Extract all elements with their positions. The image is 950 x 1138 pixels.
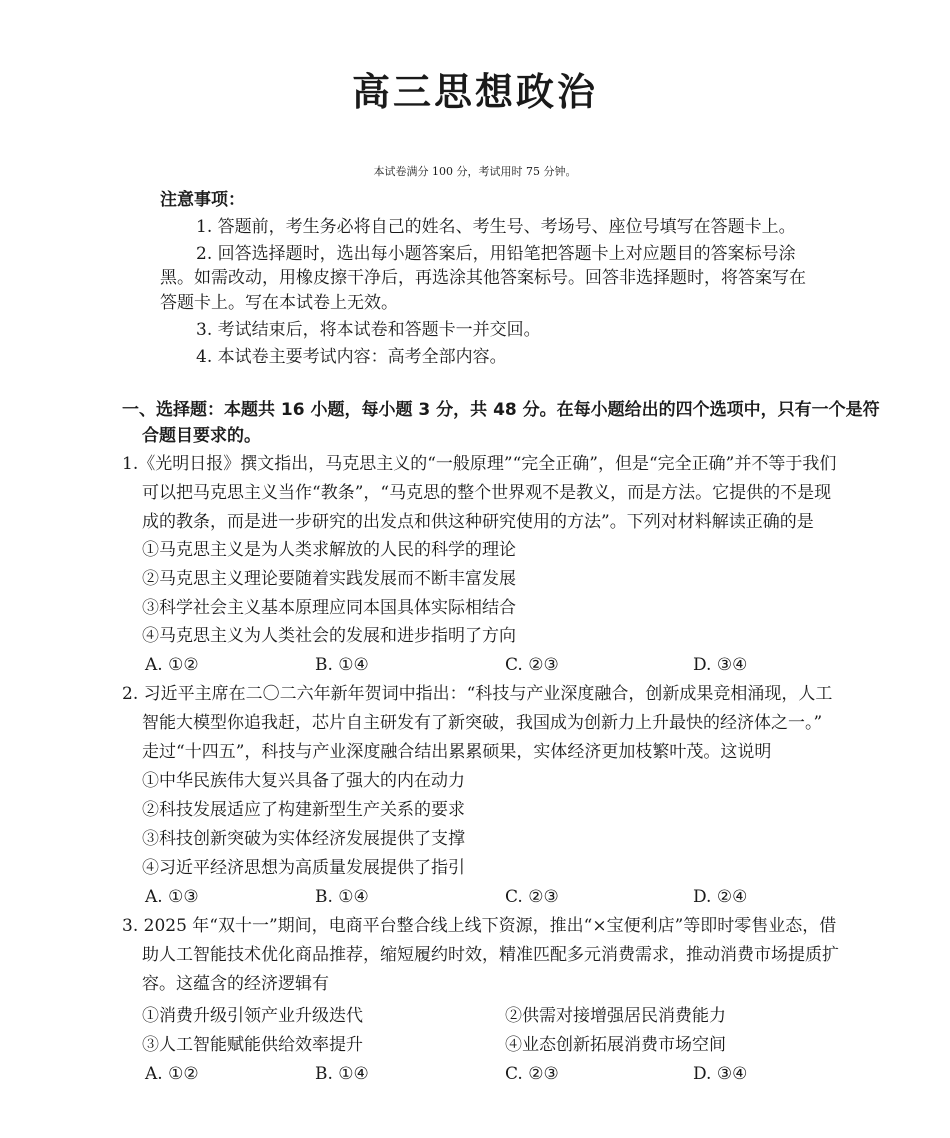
page-title: 高三思想政治 [351, 70, 598, 114]
question-2-item: ③科技创新突破为实体经济发展提供了支撑 [142, 829, 465, 849]
note-line: 1. 答题前，考生务必将自己的姓名、考生号、考场号、座位号填写在答题卡上。 [196, 217, 796, 237]
notes-heading: 注意事项： [160, 190, 245, 210]
question-2-item: ①中华民族伟大复兴具备了强大的内在动力 [142, 771, 465, 791]
question-2-option-a: A. ①③ [145, 887, 199, 907]
question-3-stem: 3. 2025 年“双十一”期间，电商平台整合线上线下资源，推出“×宝便利店”等即时零售业态，借 [122, 916, 837, 936]
question-2-stem: 走过“十四五”，科技与产业深度融合结出累累硕果，实体经济更加枝繁叶茂。这说明 [142, 742, 772, 762]
question-2-option-b: B. ①④ [315, 887, 369, 907]
question-3-item: ①消费升级引领产业升级迭代 [142, 1006, 363, 1026]
note-line: 黑。如需改动，用橡皮擦干净后，再选涂其他答案标号。回答非选择题时，将答案写在 [160, 268, 806, 288]
question-1-item: ③科学社会主义基本原理应同本国具体实际相结合 [142, 598, 516, 618]
question-1-item: ④马克思主义为人类社会的发展和进步指明了方向 [142, 626, 516, 646]
question-2-item: ②科技发展适应了构建新型生产关系的要求 [142, 800, 465, 820]
question-1-option-d: D. ③④ [693, 655, 748, 675]
question-3-option-b: B. ①④ [315, 1064, 369, 1084]
question-2-stem: 智能大模型你追我赶，芯片自主研发有了新突破，我国成为创新力上升最快的经济体之一。” [142, 713, 823, 733]
question-2-item: ④习近平经济思想为高质量发展提供了指引 [142, 858, 465, 878]
question-2-stem: 2. 习近平主席在二〇二六年新年贺词中指出：“科技与产业深度融合，创新成果竞相涌现，人工 [122, 684, 833, 704]
question-3-stem: 容。这蕴含的经济逻辑有 [142, 974, 329, 994]
question-3-item: ②供需对接增强居民消费能力 [505, 1006, 726, 1026]
section-heading: 一、选择题：本题共 16 小题，每小题 3 分，共 48 分。在每小题给出的四个选项中，只有一个是符 [122, 400, 880, 420]
question-1-option-a: A. ①② [145, 655, 199, 675]
note-line: 2. 回答选择题时，选出每小题答案后，用铅笔把答题卡上对应题目的答案标号涂 [196, 244, 796, 264]
question-1-option-c: C. ②③ [505, 655, 559, 675]
question-3-item: ④业态创新拓展消费市场空间 [505, 1035, 726, 1055]
question-3-stem: 助人工智能技术优化商品推荐，缩短履约时效，精准匹配多元消费需求，推动消费市场提质扩 [142, 945, 839, 965]
question-3-option-a: A. ①② [145, 1064, 199, 1084]
note-line: 3. 考试结束后，将本试卷和答题卡一并交回。 [196, 320, 541, 340]
question-1-option-b: B. ①④ [315, 655, 369, 675]
note-line: 4. 本试卷主要考试内容：高考全部内容。 [196, 347, 507, 367]
section-heading-cont: 合题目要求的。 [142, 426, 261, 446]
question-1-stem: 成的教条，而是进一步研究的出发点和供这种研究使用的方法”。下列对材料解读正确的是 [142, 512, 814, 532]
question-2-option-c: C. ②③ [505, 887, 559, 907]
question-1-item: ①马克思主义是为人类求解放的人民的科学的理论 [142, 540, 516, 560]
question-1-stem: 可以把马克思主义当作“教条”，“马克思的整个世界观不是教义，而是方法。它提供的不是现 [142, 483, 832, 503]
question-3-option-d: D. ③④ [693, 1064, 748, 1084]
question-3-item: ③人工智能赋能供给效率提升 [142, 1035, 363, 1055]
question-3-option-c: C. ②③ [505, 1064, 559, 1084]
question-2-option-d: D. ②④ [693, 887, 748, 907]
question-1-item: ②马克思主义理论要随着实践发展而不断丰富发展 [142, 569, 516, 589]
note-line: 答题卡上。写在本试卷上无效。 [160, 293, 398, 313]
exam-info: 本试卷满分 100 分，考试用时 75 分钟。 [373, 165, 577, 178]
question-1-stem: 1.《光明日报》撰文指出，马克思主义的“一般原理”“完全正确”，但是“完全正确”并不等于我们 [122, 454, 837, 474]
